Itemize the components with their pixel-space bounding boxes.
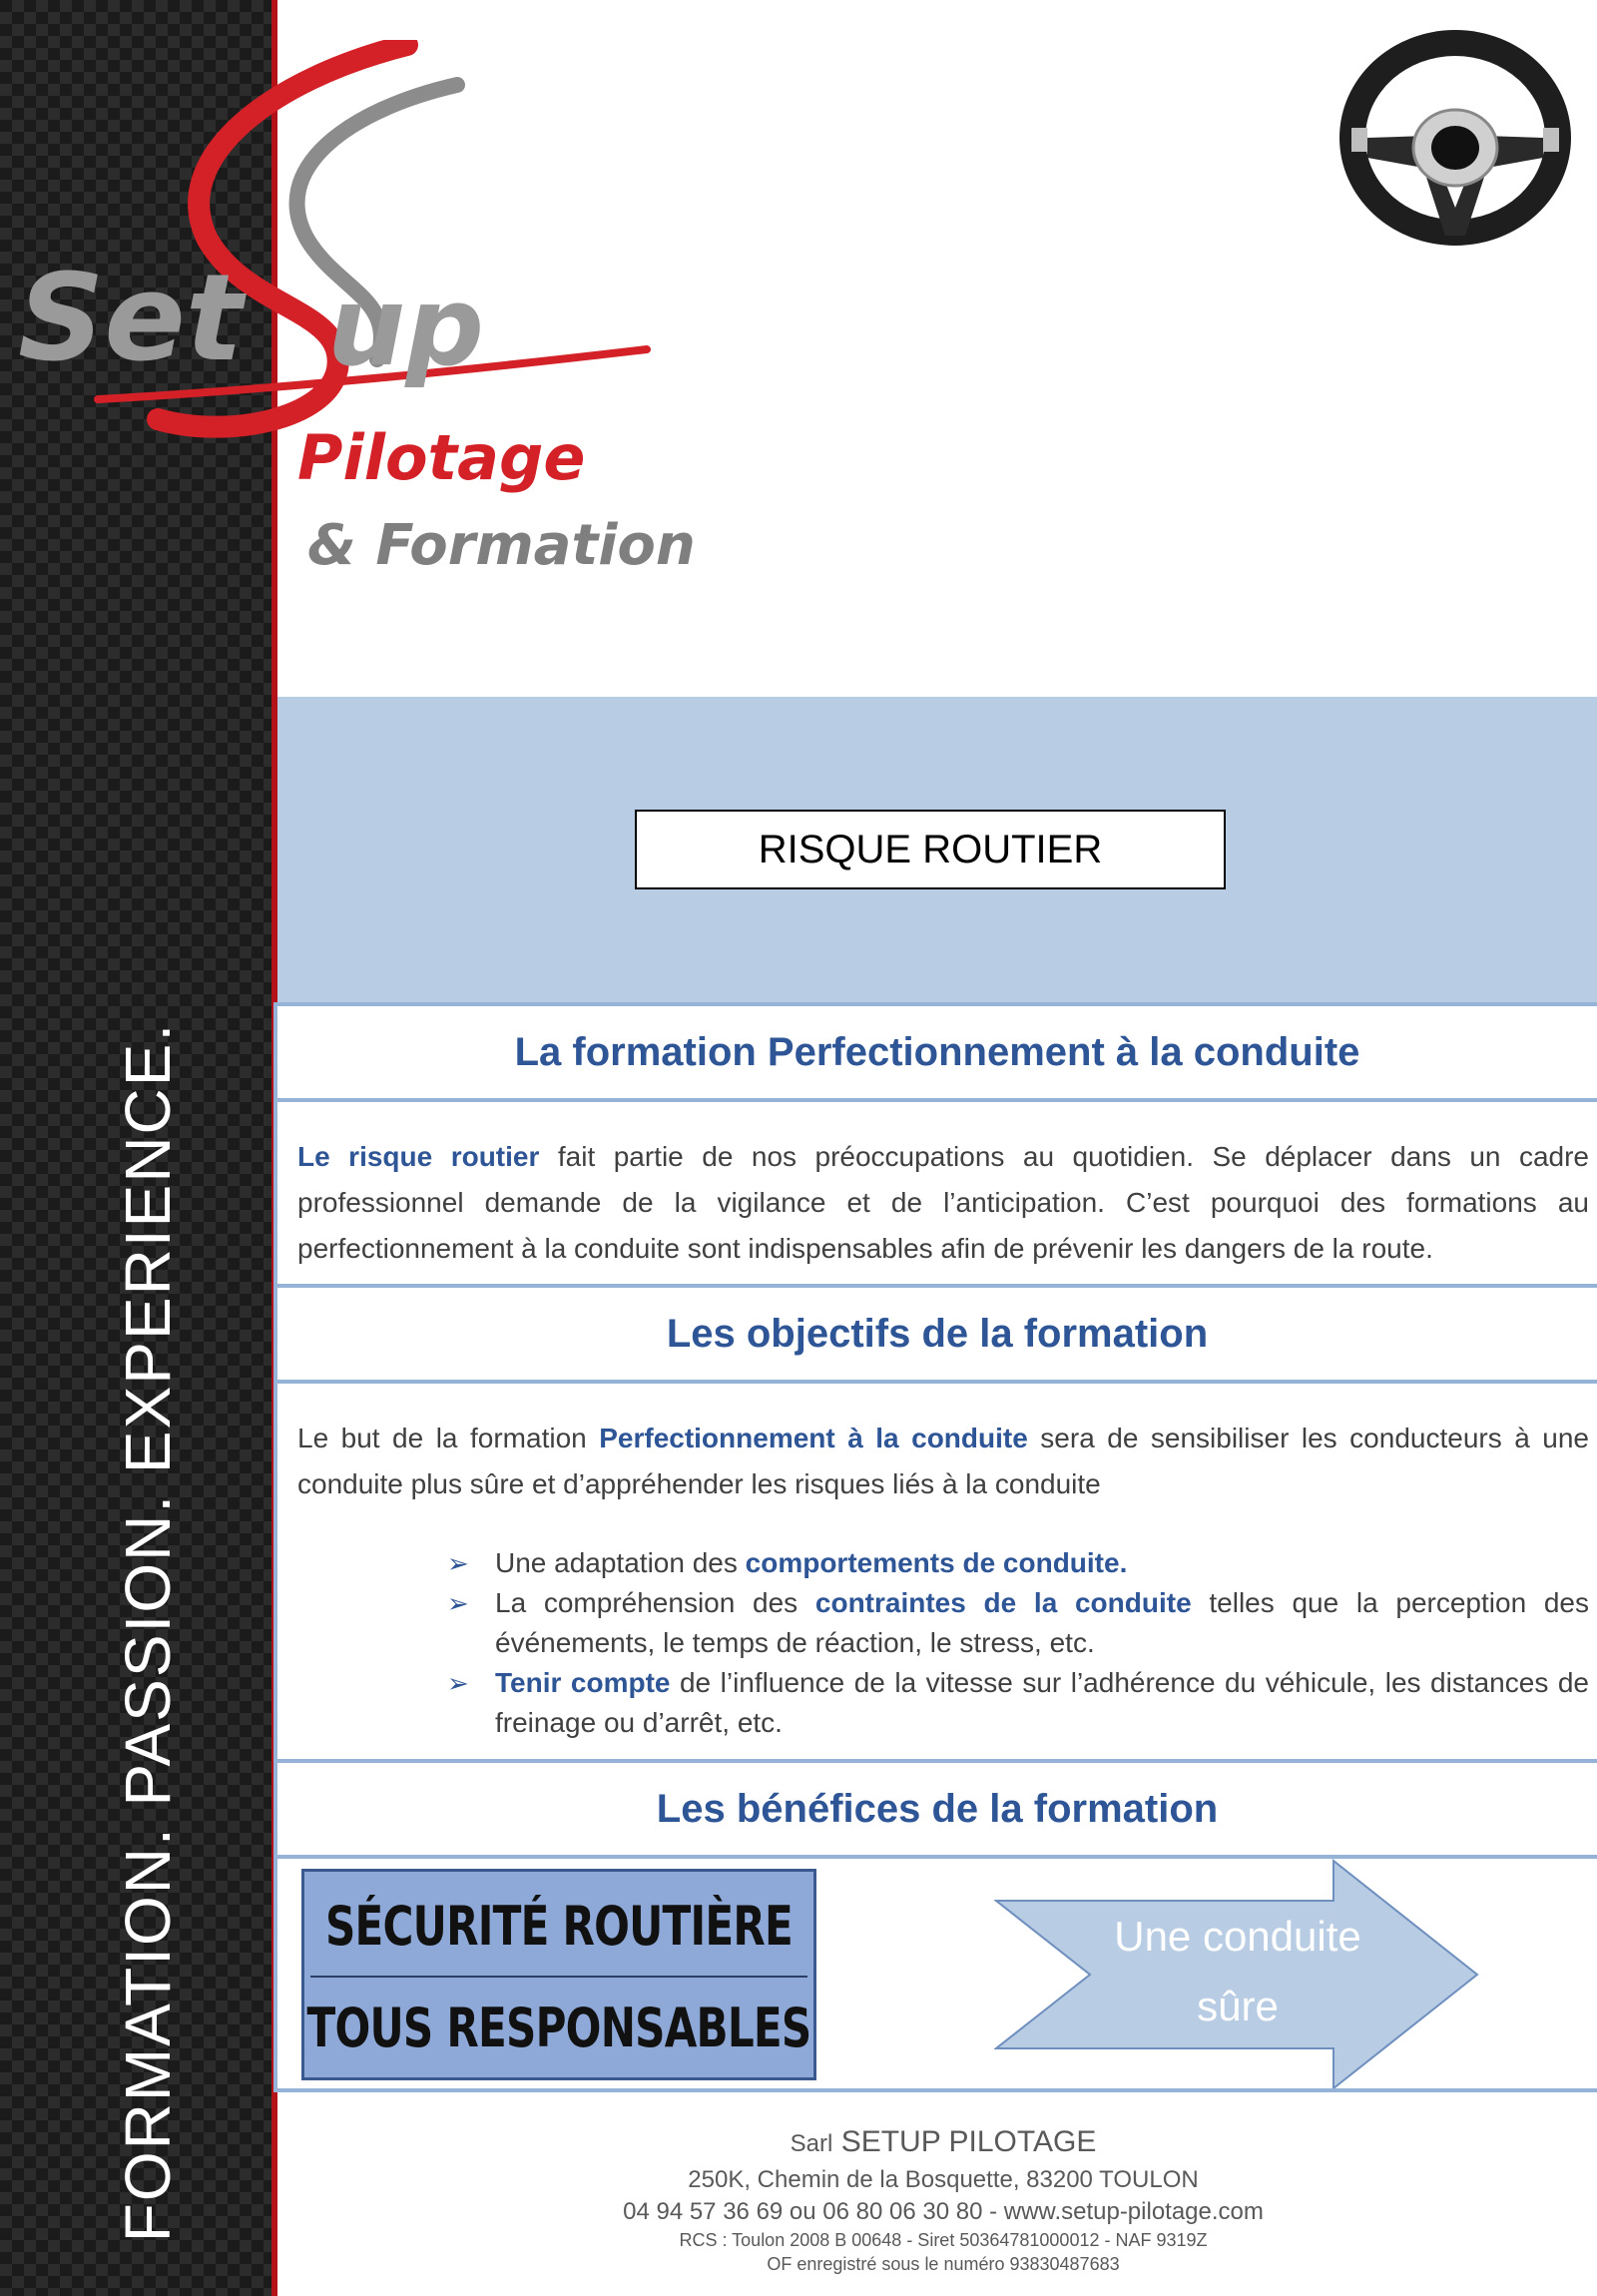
bullet-text: La compréhension des [495,1587,815,1618]
arrow-line-1: Une conduite [1114,1913,1361,1960]
badge-line-2: TOUS RESPONSABLES [306,1996,811,2059]
section2-text-before: Le but de la formation [297,1423,600,1453]
footer-of-number: OF enregistré sous le numéro 93830487683 [767,2254,1120,2274]
bullet-text: telles que la perception des événements, le temps de réaction, le stress, etc. [495,1587,1590,1658]
bullet-text: Une adaptation des [495,1547,746,1578]
footer-company [559,2122,1328,2164]
bullet-arrow-icon: ➢ [447,1588,469,1618]
section-heading-objectifs: Les objectifs de la formation [277,1284,1597,1384]
logo-word-pilotage: Pilotage [297,421,586,494]
section1-text: fait partie de nos préoccupations au quotidien. Se déplacer dans un cadre professionnel demande de la vigilance et de l’anticipation. C’est pourquoi des formations au perfectionnement à la conduite sont indispensables afin de prévenir les dangers de la route. [297,1141,1590,1264]
bullet-arrow-icon: ➢ [447,1668,469,1698]
badge-divider [310,1976,807,1978]
badge-line-1: SÉCURITÉ ROUTIÈRE [324,1894,794,1958]
logo-word-up: up [327,263,485,390]
bullet-bold: contraintes de la conduite [814,1587,1192,1618]
section-heading-benefices: Les bénéfices de la formation [277,1759,1597,1859]
section2-text-bold: Perfectionnement à la conduite [599,1423,1028,1453]
sidebar-tagline: FORMATION. PASSION. EXPERIENCE. [112,1021,184,2243]
securite-routiere-badge [301,1869,816,2080]
content-bottom-rule [273,2088,1597,2092]
bullet-text: de l’influence de la vitesse sur l’adhérence du véhicule, les distances de freinage ou d’arrêt, etc. [495,1667,1589,1738]
footer-company-name: SETUP PILOTAGE [832,2125,1097,2158]
section1-paragraph [297,1134,1589,1272]
footer-prefix: Sarl [790,2130,833,2157]
bullet-bold: comportements de conduite. [745,1547,1128,1578]
footer-address: 250K, Chemin de la Bosquette, 83200 TOULON [688,2166,1199,2193]
footer [559,2122,1328,2276]
benefit-arrow-text [1078,1902,1397,2041]
footer-rcs: RCS : Toulon 2008 B 00648 - Siret 50364781000012 - NAF 9319Z [679,2230,1208,2250]
objectives-list [447,1543,1589,1743]
steering-wheel-icon [1328,18,1583,258]
arrow-line-2: sûre [1197,1983,1279,2029]
list-item [447,1663,1589,1743]
logo-word-set: Set [18,250,244,388]
section-heading-formation: La formation Perfectionnement à la conduite [277,1002,1597,1102]
section2-paragraph [297,1416,1589,1507]
section1-lead: Le risque routier [297,1141,540,1172]
footer-contact: 04 94 57 36 69 ou 06 80 06 30 80 - www.setup-pilotage.com [623,2198,1264,2225]
list-item [447,1583,1589,1663]
page-title: RISQUE ROUTIER [635,810,1226,889]
bullet-arrow-icon: ➢ [447,1548,469,1578]
setup-pilotage-logo [18,40,697,579]
section2-text-after: sera de sensibiliser les conducteurs à une conduite plus sûre et d’appréhender les risques liés à la conduite [297,1423,1590,1499]
bullet-bold: Tenir compte [495,1667,671,1698]
logo-word-formation: & Formation [307,513,696,578]
content-left-rule [273,1002,277,2092]
list-item [447,1543,1589,1583]
